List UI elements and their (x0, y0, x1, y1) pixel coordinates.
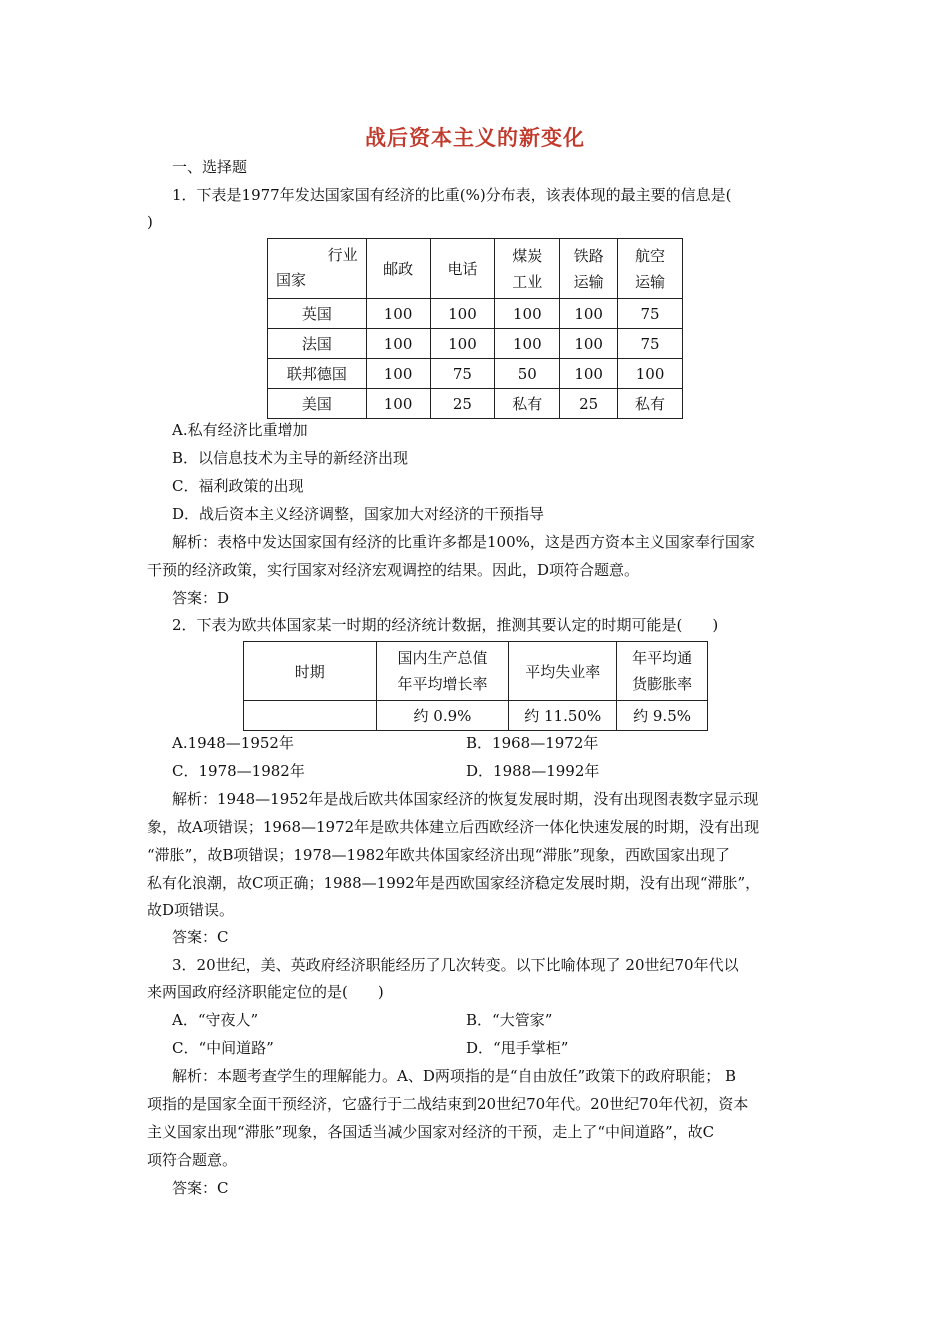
table-cell: 美国 (268, 389, 367, 419)
q1-stem-line-2: ) (147, 213, 153, 231)
section-heading: 一、选择题 (172, 158, 248, 176)
table-row (268, 299, 683, 329)
q2-answer: 答案：C (172, 928, 229, 946)
header-cell: 航空 运输 (618, 239, 683, 299)
q1-table (267, 238, 683, 419)
q2-table (243, 641, 708, 731)
header-cell: 平均失业率 (509, 642, 617, 701)
header-cell: 年平均通 货膨胀率 (617, 642, 708, 701)
q3-stem-line-2: 来两国政府经济职能定位的是( ) (147, 983, 384, 1001)
table-cell: 100 (366, 359, 430, 389)
header-cell: 时期 (244, 642, 377, 701)
table-cell: 100 (495, 299, 560, 329)
q2-option-b: B．1968—1972年 (466, 734, 599, 752)
table-cell: 联邦德国 (268, 359, 367, 389)
table-row (268, 329, 683, 359)
q3-analysis-line: 主义国家出现“滞胀”现象，各国适当减少国家对经济的干预，走上了“中间道路”，故C (147, 1123, 715, 1141)
corner-country-label: 国家 (276, 270, 307, 289)
q1-answer: 答案：D (172, 589, 230, 607)
table-cell: 100 (366, 329, 430, 359)
table-cell: 法国 (268, 329, 367, 359)
table-cell: 100 (430, 299, 495, 329)
table-cell: 25 (430, 389, 495, 419)
q1-stem-line-1: 1．下表是1977年发达国家国有经济的比重(%)分布表，该表体现的最主要的信息是( (172, 186, 732, 204)
table-cell: 25 (560, 389, 618, 419)
table-cell: 100 (366, 299, 430, 329)
table-cell: 约 0.9% (376, 701, 509, 731)
q2-analysis-line: 解析：1948—1952年是战后欧共体国家经济的恢复发展时期，没有出现图表数字显示现 (172, 790, 759, 808)
table-cell: 私有 (618, 389, 683, 419)
q2-analysis-line: 象，故A项错误；1968—1972年是欧共体建立后西欧经济一体化快速发展的时期，没有出现 (147, 818, 760, 836)
q1-table-header-row (268, 239, 683, 299)
table-cell: 100 (560, 329, 618, 359)
table-cell: 75 (618, 299, 683, 329)
q2-option-a: A.1948—1952年 (172, 734, 294, 752)
q2-option-d: D．1988—1992年 (466, 762, 600, 780)
table-cell (244, 701, 377, 731)
q2-stem: 2．下表为欧共体国家某一时期的经济统计数据，推测其要认定的时期可能是( ) (172, 616, 719, 634)
table-cell: 100 (366, 389, 430, 419)
corner-industry-label: 行业 (327, 245, 358, 264)
table-cell: 100 (618, 359, 683, 389)
q2-analysis-line: “滞胀”，故B项错误；1978—1982年欧共体国家经济出现“滞胀”现象，西欧国家出现了 (147, 846, 731, 864)
q3-stem-line-1: 3．20世纪，美、英政府经济职能经历了几次转变。以下比喻体现了 20世纪70年代以 (172, 956, 739, 974)
q3-option-d: D．“甩手掌柜” (466, 1039, 569, 1057)
q3-option-c: C．“中间道路” (172, 1039, 274, 1057)
table-cell: 约 11.50% (509, 701, 617, 731)
q1-analysis-line-1: 解析：表格中发达国家国有经济的比重许多都是100%，这是西方资本主义国家奉行国家 (172, 533, 755, 551)
header-cell: 电话 (430, 239, 495, 299)
q1-analysis-line-2: 干预的经济政策，实行国家对经济宏观调控的结果。因此，D项符合题意。 (147, 561, 640, 579)
table-cell: 私有 (495, 389, 560, 419)
q3-option-a: A．“守夜人” (172, 1011, 259, 1029)
q2-analysis-line: 私有化浪潮，故C项正确；1988—1992年是西欧国家经济稳定发展时期，没有出现“滞胀”， (147, 874, 761, 892)
table-cell: 100 (560, 359, 618, 389)
q3-analysis-line: 解析：本题考查学生的理解能力。A、D两项指的是“自由放任”政策下的政府职能； B (172, 1067, 736, 1085)
header-cell: 煤炭 工业 (495, 239, 560, 299)
q2-option-c: C．1978—1982年 (172, 762, 305, 780)
table-row (244, 701, 708, 731)
q3-analysis-line: 项符合题意。 (147, 1151, 238, 1169)
table-row (268, 359, 683, 389)
page-title: 战后资本主义的新变化 (365, 125, 585, 150)
table-cell: 75 (618, 329, 683, 359)
table-cell: 100 (495, 329, 560, 359)
q3-analysis-line: 项指的是国家全面干预经济，它盛行于二战结束到20世纪70年代。20世纪70年代初，资本 (147, 1095, 749, 1113)
table-cell: 约 9.5% (617, 701, 708, 731)
q1-option-d: D．战后资本主义经济调整，国家加大对经济的干预指导 (172, 505, 545, 523)
q1-option-c: C．福利政策的出现 (172, 477, 304, 495)
q2-analysis-line: 故D项错误。 (147, 901, 235, 919)
table-cell: 100 (560, 299, 618, 329)
table-cell: 英国 (268, 299, 367, 329)
table-cell: 75 (430, 359, 495, 389)
q3-option-b: B．“大管家” (466, 1011, 553, 1029)
table-row (268, 389, 683, 419)
q3-answer: 答案：C (172, 1179, 229, 1197)
header-cell: 国内生产总值 年平均增长率 (376, 642, 509, 701)
table-cell: 100 (430, 329, 495, 359)
q1-option-a: A.私有经济比重增加 (172, 421, 308, 439)
table-cell: 50 (495, 359, 560, 389)
header-cell: 邮政 (366, 239, 430, 299)
q1-table-corner-cell (268, 239, 367, 299)
header-cell: 铁路 运输 (560, 239, 618, 299)
q2-table-header-row (244, 642, 708, 701)
q1-option-b: B．以信息技术为主导的新经济出现 (172, 449, 409, 467)
